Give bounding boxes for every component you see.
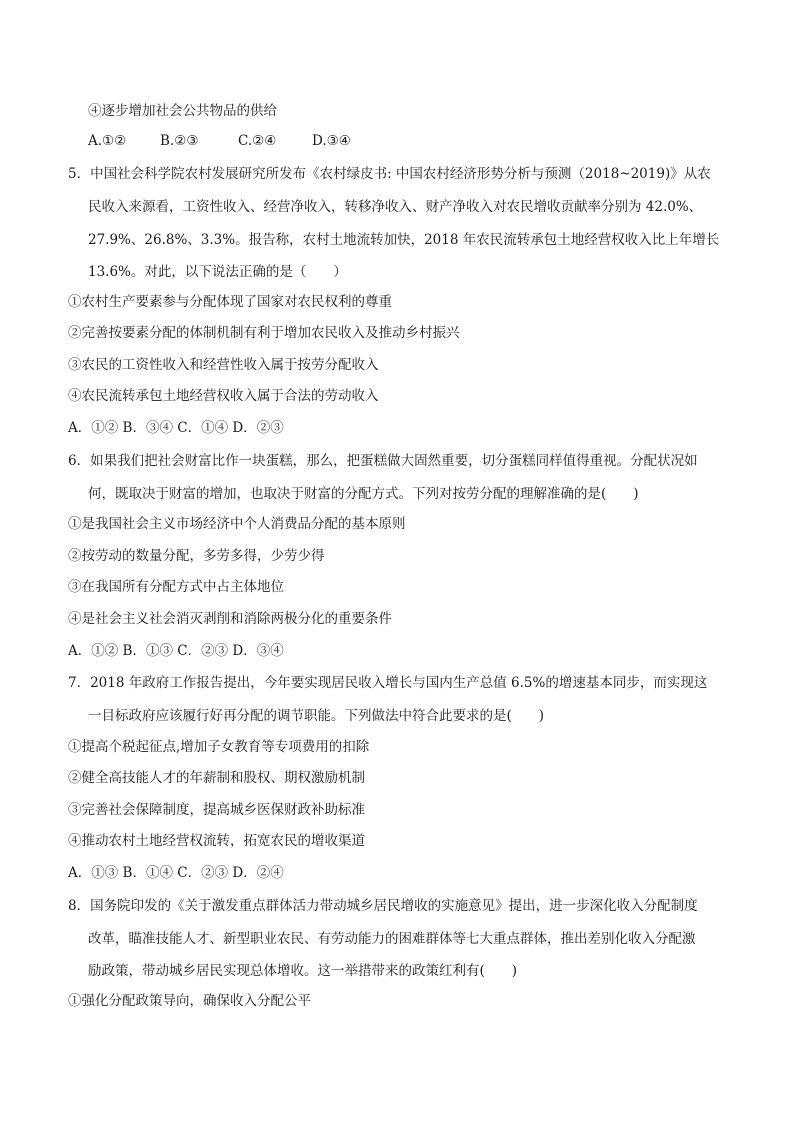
q7-item-4: ④推动农村土地经营权流转，拓宽农民的增收渠道 (68, 833, 365, 849)
q6-stem-line-2: 何，既取决于财富的增加，也取决于财富的分配方式。下列对按劳分配的理解准确的是( ) (88, 486, 639, 502)
q5-item-1: ①农村生产要素参与分配体现了国家对农民权利的尊重 (68, 294, 392, 310)
q4-option-a: A.①② (88, 133, 127, 149)
q5-stem-line-1: 5．中国社会科学院农村发展研究所发布《农村绿皮书: 中国农村经济形势分析与预测（2018~2019)》从农 (68, 166, 711, 182)
q7-item-2: ②健全高技能人才的年薪制和股权、期权激励机制 (68, 770, 365, 786)
q6-item-3: ③在我国所有分配方式中占主体地位 (68, 579, 284, 595)
q8-stem-line-3: 励政策，带动城乡居民实现总体增收。这一举措带来的政策红利有( ) (88, 963, 518, 979)
q4-option-d: D.③④ (312, 133, 351, 149)
q5-stem-line-4: 13.6%。对此，以下说法正确的是（ ） (88, 264, 347, 280)
q5-item-4: ④农民流转承包土地经营权收入属于合法的劳动收入 (68, 388, 379, 404)
q6-answer-options: A．①② B．①③ C．②③ D．③④ (68, 643, 284, 659)
q5-answer-options: A．①② B．③④ C．①④ D．②③ (68, 420, 284, 436)
q8-stem-line-2: 改革，瞄准技能人才、新型职业农民、有劳动能力的困难群体等七大重点群体，推出差别化收入分配激 (88, 931, 696, 947)
q5-item-2: ②完善按要素分配的体制机制有利于增加农民收入及推动乡村振兴 (68, 325, 460, 341)
q7-item-3: ③完善社会保障制度，提高城乡医保财政补助标准 (68, 802, 365, 818)
q6-item-4: ④是社会主义社会消灭剥削和消除两极分化的重要条件 (68, 611, 392, 627)
q4-item-4: ④逐步增加社会公共物品的供给 (88, 103, 277, 119)
q5-stem-line-3: 27.9%、26.8%、3.3%。报告称，农村土地流转加快，2018 年农民流转承包土地经营权收入比上年增长 (88, 232, 720, 248)
q8-stem-line-1: 8．国务院印发的《关于激发重点群体活力带动城乡居民增收的实施意见》提出，进一步深化收入分配制度 (68, 898, 698, 914)
q7-stem-line-2: 一目标政府应该履行好再分配的调节职能。下列做法中符合此要求的是( ) (88, 708, 545, 724)
q4-option-c: C.②④ (238, 133, 277, 149)
q7-item-1: ①提高个税起征点,增加子女教育等专项费用的扣除 (68, 739, 370, 755)
q5-stem-line-2: 民收入来源看，工资性收入、经营净收入，转移净收入、财产净收入对农民增收贡献率分别为 42.0%、 (88, 199, 703, 215)
q6-item-2: ②按劳动的数量分配，多劳多得，少劳少得 (68, 548, 325, 564)
q4-option-b: B.②③ (160, 133, 199, 149)
q7-stem-line-1: 7．2018 年政府工作报告提出，今年要实现居民收入增长与国内生产总值 6.5%的增速基本同步，而实现这 (68, 675, 708, 691)
q6-stem-line-1: 6．如果我们把社会财富比作一块蛋糕，那么，把蛋糕做大固然重要，切分蛋糕同样值得重视。分配状况如 (68, 453, 698, 469)
q7-answer-options: A．①③ B．①④ C．②③ D．②④ (68, 865, 284, 881)
q8-item-1: ①强化分配政策导向，确保收入分配公平 (68, 993, 311, 1009)
q4-options (88, 131, 351, 151)
q6-item-1: ①是我国社会主义市场经济中个人消费品分配的基本原则 (68, 516, 406, 532)
q5-item-3: ③农民的工资性收入和经营性收入属于按劳分配收入 (68, 357, 379, 373)
